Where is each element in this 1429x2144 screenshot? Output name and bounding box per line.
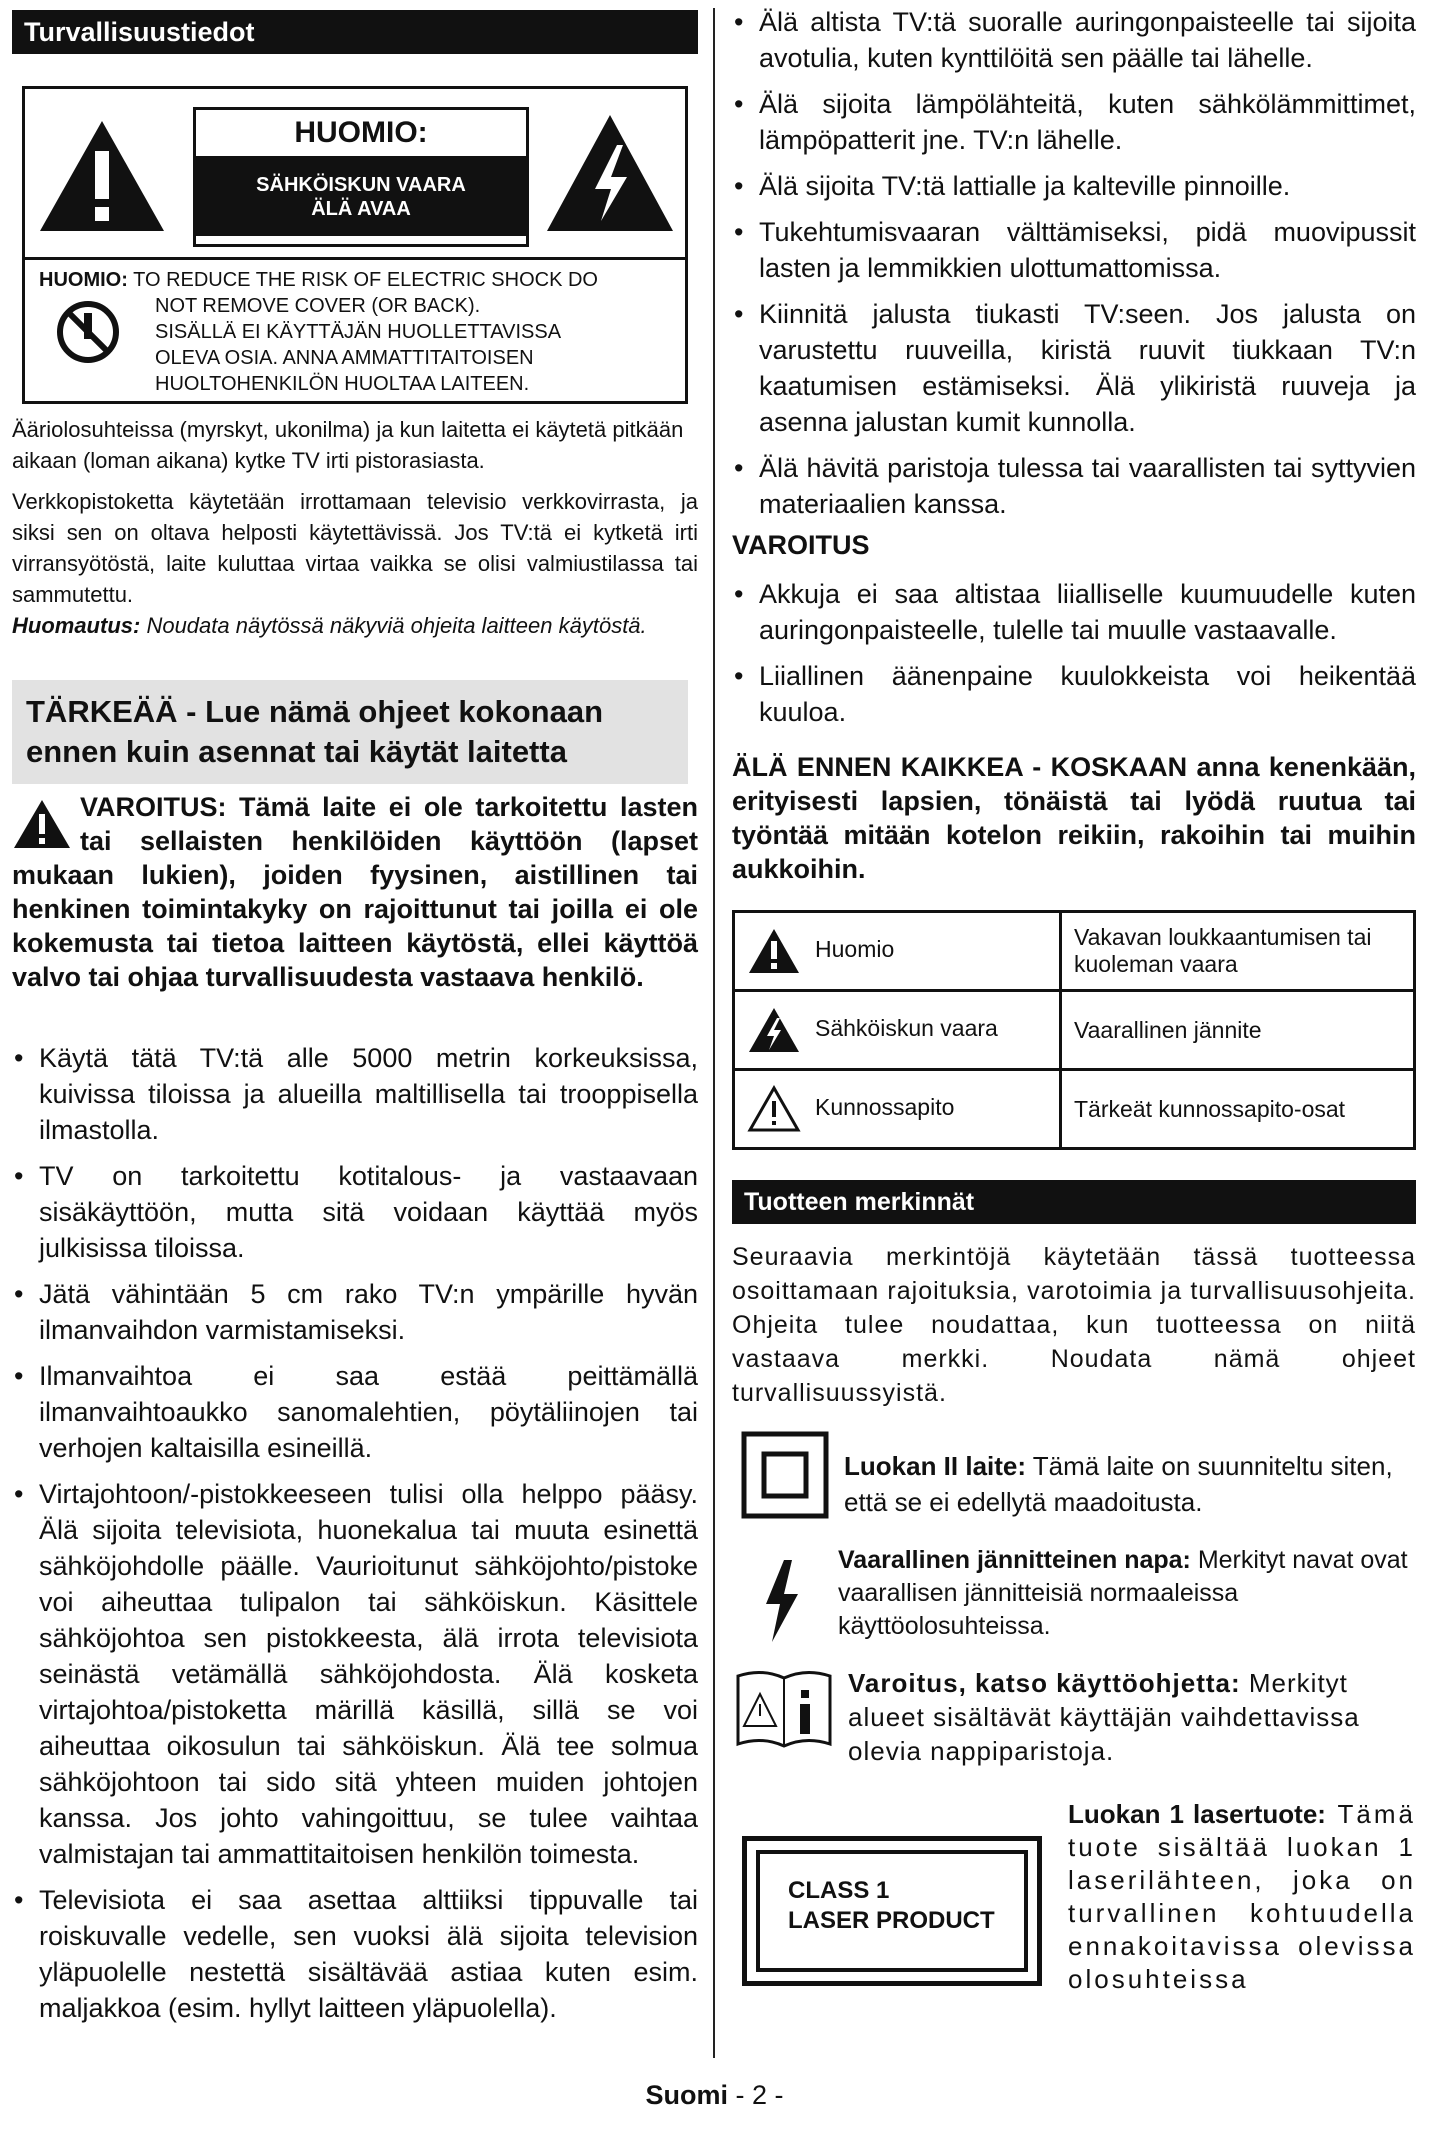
symbol-label: Kunnossapito xyxy=(815,1094,955,1121)
note-line3: SISÄLLÄ EI KÄYTTÄJÄN HUOLLETTAVISSA xyxy=(155,321,562,343)
page-footer xyxy=(0,2080,1429,2111)
warning-small-icon xyxy=(12,798,72,850)
marking-bold: Vaarallinen jännitteinen napa: xyxy=(838,1546,1191,1574)
note-label: HUOMIO: xyxy=(39,269,128,291)
list-item: • Jätä vähintään 5 cm rako TV:n ympärille hyvän ilmanvaihdon varmistamiseksi. xyxy=(12,1276,698,1348)
note-line1: TO REDUCE THE RISK OF ELECTRIC SHOCK DO xyxy=(133,269,598,291)
list-item: • Akkuja ei saa altistaa liialliselle kuumuudelle kuten auringonpaisteelle, tulelle tai muulle vastaavalle. xyxy=(732,576,1416,648)
caution-icon xyxy=(747,927,801,975)
shock-icon xyxy=(747,1006,801,1054)
note-line xyxy=(12,610,698,641)
laser-line1: CLASS 1 xyxy=(788,1877,890,1904)
symbol-cell xyxy=(734,991,1061,1070)
right-bullet-list-1 xyxy=(732,4,1416,532)
manual-warning-icon xyxy=(734,1668,834,1748)
list-item: • Tukehtumisvaaran välttämiseksi, pidä muovipussit lasten ja lemmikkien ulottumattomissa. xyxy=(732,214,1416,286)
marking-bold: Luokan II laite: xyxy=(844,1451,1027,1481)
subtitle-line2: ÄLÄ AVAA xyxy=(311,198,411,220)
note-bold: Huomautus: xyxy=(12,613,141,638)
marking-laser xyxy=(1068,1798,1416,1996)
symbol-desc: Vaarallinen jännite xyxy=(1061,991,1415,1070)
list-item: • Älä hävitä paristoja tulessa tai vaarallisten tai syttyvien materiaalien kanssa. xyxy=(732,450,1416,522)
section-title-markings: Tuotteen merkinnät xyxy=(732,1180,1416,1224)
list-item: • Ilmanvaihtoa ei saa estää peittämällä ilmanvaihtoaukko sanomalehtien, pöytäliinojen tai verhojen kaltaisilla esineillä. xyxy=(12,1358,698,1466)
laser-label-inner xyxy=(756,1850,1028,1972)
lightning-triangle-icon xyxy=(543,111,677,235)
laser-line2: LASER PRODUCT xyxy=(788,1907,995,1934)
symbol-table xyxy=(732,910,1416,1150)
list-item: • Virtajohtoon/-pistokkeeseen tulisi olla helppo pääsy. Älä sijoita televisiota, huonekalua tai muuta esinettä sähköjohdolle päälle. Vaurioitunut sähköjohto/pistoke voi aiheuttaa tulipalon tai sähköiskun. Käsittele sähköjohtoa sen pistokkeesta, älä irrota televisiota seinästä vetämällä sähköjohdosta. Älä kosketa virtajohtoa/pistoketta märillä käsillä, sillä se voi aiheuttaa oikosulun tai sähköiskun. Älä tee solmua sähköjohtoon tai sido sitä yhteen muiden johtojen kanssa. Jos johto vahingoittuu, se tulee vaihtaa valmistajan tai ammattitaitoisen henkilön toimesta. xyxy=(12,1476,698,1872)
laser-label-icon xyxy=(742,1836,1042,1986)
intro-text xyxy=(12,414,698,641)
note-line2: NOT REMOVE COVER (OR BACK). xyxy=(155,295,481,317)
warning-note xyxy=(39,267,675,397)
symbol-label: Sähköiskun vaara xyxy=(815,1015,998,1042)
symbol-desc: Vakavan loukkaantumisen tai kuoleman vaara xyxy=(1061,912,1415,991)
para-storm: Ääriolosuhteissa (myrskyt, ukonilma) ja kun laitetta ei käytetä pitkään aikaan (loman aikana) kytke TV irti pistorasiasta. xyxy=(12,417,684,473)
symbol-cell xyxy=(734,912,1061,991)
list-item: • Käytä tätä TV:tä alle 5000 metrin korkeuksissa, kuivissa tiloissa ja alueilla maltillisella tai trooppisella ilmastolla. xyxy=(12,1040,698,1148)
shock-warning-box xyxy=(22,86,688,404)
huomio-title: HUOMIO: xyxy=(196,110,526,159)
note-text: Noudata näytössä näkyviä ohjeita laitteen käytöstä. xyxy=(146,613,647,638)
marking-manual xyxy=(848,1666,1416,1768)
section-title-safety: Turvallisuustiedot xyxy=(12,10,698,54)
left-bullet-list xyxy=(12,1040,698,2036)
class-ii-icon xyxy=(740,1430,830,1520)
page-number: - 2 - xyxy=(735,2080,784,2110)
varoitus-title: VAROITUS xyxy=(732,530,870,560)
list-item: • Älä sijoita lämpölähteitä, kuten sähkölämmittimet, lämpöpatterit jne. TV:n lähelle. xyxy=(732,86,1416,158)
marking-text: Tämä laite on suunniteltu siten, että se ei edellytä maadoitusta. xyxy=(844,1451,1393,1517)
huomio-subtitle xyxy=(196,159,526,236)
list-item: • Älä altista TV:tä suoralle auringonpaisteelle tai sijoita avotulia, kuten kynttilöitä sen päälle tai lähelle. xyxy=(732,4,1416,76)
marking-bold: Varoitus, katso käyttöohjetta: xyxy=(848,1668,1241,1698)
marking-class-ii xyxy=(844,1448,1416,1520)
list-item: • Liiallinen äänenpaine kuulokkeista voi heikentää kuuloa. xyxy=(732,658,1416,730)
caution-triangle-icon xyxy=(37,117,167,235)
marking-bold: Luokan 1 lasertuote: xyxy=(1068,1799,1326,1829)
live-terminal-icon xyxy=(762,1556,802,1646)
never-text: ÄLÄ ENNEN KAIKKEA - KOSKAAN anna kenenkään, erityisesti lapsien, tönäistä tai lyödä ruutua tai työntää mitään kotelon reikiin, rakoihin tai muihin aukkoihin. xyxy=(732,752,1416,884)
list-item: • Televisiota ei saa asettaa alttiiksi tippuvalle tai roiskuvalle vedelle, sen vuoksi älä sijoita television yläpuolelle nestettä sisältävää astiaa kuten esim. maljakkoa (esim. hyllyt laitteen yläpuolella). xyxy=(12,1882,698,2026)
list-item: • Kiinnitä jalusta tiukasti TV:seen. Jos jalusta on varustettu ruuveilla, kiristä ruuvit tiukkaan TV:n kaatumisen estämiseksi. Älä ylikiristä ruuveja ja asenna jalustan kumit kunnolla. xyxy=(732,296,1416,440)
maintenance-icon xyxy=(747,1085,801,1133)
note-line4: OLEVA OSIA. ANNA AMMATTITAITOISEN xyxy=(155,347,534,369)
warning-box-divider xyxy=(25,257,685,260)
list-item: • TV on tarkoitettu kotitalous- ja vastaavaan sisäkäyttöön, mutta sitä voidaan käyttää myös julkisissa tiloissa. xyxy=(12,1158,698,1266)
right-bullet-list-2 xyxy=(732,576,1416,740)
column-divider xyxy=(713,8,715,2058)
symbol-label: Huomio xyxy=(815,936,895,963)
para-plug: Verkkopistoketta käytetään irrottamaan televisio verkkovirrasta, ja siksi sen on oltava helposti käytettävissä. Jos TV:tä ei kytketä irti virransyötöstä, laite kuluttaa virtaa vaikka se olisi valmiustilassa tai sammutettu. xyxy=(12,489,698,607)
warning-intro-block xyxy=(12,790,698,994)
table-row xyxy=(734,912,1415,991)
symbol-desc: Tärkeät kunnossapito-osat xyxy=(1061,1070,1415,1149)
subtitle-line1: SÄHKÖISKUN VAARA xyxy=(256,174,466,196)
marking-text: Tämä tuote sisältää luokan 1 laserilähteen, joka on turvallinen kohtuudella ennakoitavissa olevissa olosuhteissa xyxy=(1068,1799,1416,1994)
footer-language: Suomi xyxy=(645,2080,728,2110)
important-heading: TÄRKEÄÄ - Lue nämä ohjeet kokonaan ennen kuin asennat tai käytät laitetta xyxy=(12,680,688,784)
note-line5: HUOLTOHENKILÖN HUOLTAA LAITEEN. xyxy=(155,373,530,395)
list-item: • Älä sijoita TV:tä lattialle ja kalteville pinnoille. xyxy=(732,168,1416,204)
markings-intro: Seuraavia merkintöjä käytetään tässä tuotteessa osoittamaan rajoituksia, varotoimia ja turvallisuusohjeita. Ohjeita tulee noudattaa, kun tuotteessa on niitä vastaava merkki. Noudata nämä ohjeet turvallisuussyistä. xyxy=(732,1243,1416,1407)
marking-live-terminal xyxy=(838,1544,1416,1643)
table-row xyxy=(734,991,1415,1070)
marking-text: Merkityt navat ovat vaarallisen jännitteisiä normaaleissa käyttöolosuhteissa. xyxy=(838,1546,1408,1640)
marking-text: Merkityt alueet sisältävät käyttäjän vaihdettavissa olevia nappiparistoja. xyxy=(848,1668,1360,1766)
table-row xyxy=(734,1070,1415,1149)
symbol-cell xyxy=(734,1070,1061,1149)
warning-intro: VAROITUS: Tämä laite ei ole tarkoitettu lasten tai sellaisten henkilöiden käyttöön (lapset mukaan lukien), joiden fyysinen, aistillinen tai henkinen toimintakyky on rajoittunut tai joilla ei ole kokemusta tai tietoa laitteen käytöstä, ellei käyttöä valvo tai ohjaa turvallisuudesta vastaava henkilö. xyxy=(12,792,698,992)
huomio-label-box xyxy=(193,107,529,247)
